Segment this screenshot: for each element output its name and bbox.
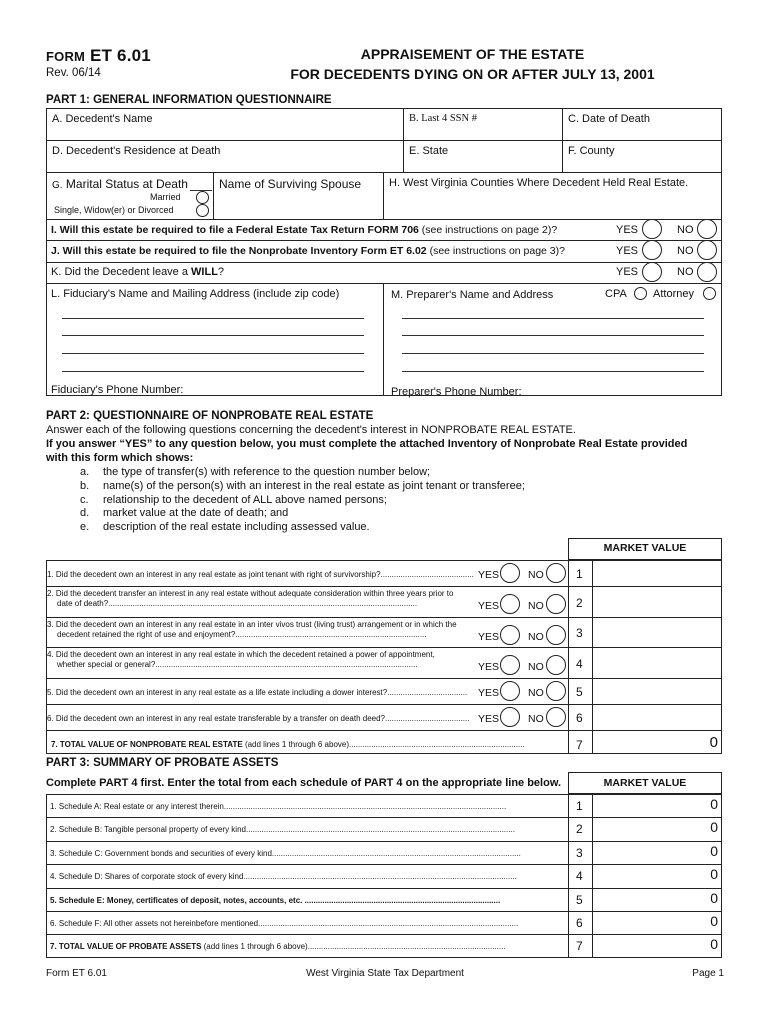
list-letter: b. bbox=[80, 479, 90, 492]
surviving-spouse-label: Name of Surviving Spouse bbox=[219, 177, 362, 191]
preparer-label: M. Preparer's Name and Address bbox=[391, 289, 554, 301]
list-item: market value at the date of death; and bbox=[103, 507, 289, 520]
preparer-line-4[interactable] bbox=[402, 371, 704, 372]
list-item: the type of transfer(s) with reference to the question number below; bbox=[103, 466, 431, 478]
p2-total-rest: (add lines 1 through 6 above)............................................................................... bbox=[242, 740, 525, 749]
line-number: 3 bbox=[576, 626, 583, 640]
ssn-label: B. Last 4 SSN # bbox=[409, 113, 477, 124]
question-j-rest: (see instructions on page 3)? bbox=[426, 245, 565, 257]
yes-label: YES bbox=[478, 600, 500, 612]
table-row: 5. Schedule E: Money, certificates of deposit, notes, accounts, etc. ........................................................................................ bbox=[50, 895, 501, 905]
yes-label: YES bbox=[478, 687, 500, 699]
k-no-label: NO bbox=[677, 266, 694, 278]
yes-radio[interactable] bbox=[500, 707, 520, 727]
preparer-line-1[interactable] bbox=[402, 318, 704, 319]
line-number: 4 bbox=[576, 869, 583, 884]
no-radio[interactable] bbox=[546, 655, 566, 675]
divider bbox=[46, 172, 722, 173]
divider bbox=[46, 140, 722, 141]
row-divider bbox=[46, 911, 722, 912]
question-i-rest: (see instructions on page 2)? bbox=[418, 224, 558, 236]
state-label: E. State bbox=[409, 145, 449, 157]
question-j bbox=[51, 245, 565, 257]
county-label: F. County bbox=[568, 145, 615, 157]
p3-total-label: 7. TOTAL VALUE OF PROBATE ASSETS bbox=[50, 942, 202, 952]
market-value-field[interactable]: 0 bbox=[710, 936, 718, 953]
yes-radio[interactable] bbox=[500, 563, 520, 583]
title-line-1: APPRAISEMENT OF THE ESTATE bbox=[360, 46, 585, 62]
no-radio[interactable] bbox=[546, 625, 566, 645]
table-row: 3. Schedule C: Government bonds and securities of every kind................................................................................................................ bbox=[50, 848, 521, 858]
g-prefix: G. bbox=[52, 180, 63, 191]
table-row bbox=[47, 714, 477, 724]
divider bbox=[46, 262, 722, 263]
line-number: 2 bbox=[576, 822, 583, 837]
part2-heading: PART 2: QUESTIONNAIRE OF NONPROBATE REAL ESTATE bbox=[46, 410, 374, 422]
market-value-field[interactable]: 0 bbox=[710, 913, 718, 929]
yes-label: YES bbox=[478, 661, 500, 673]
market-value-field[interactable]: 0 bbox=[710, 842, 718, 859]
line-number: 1 bbox=[576, 799, 583, 813]
table-row: 4. Schedule D: Shares of corporate stock of every kind........................................................................................................................... bbox=[50, 872, 517, 882]
cpa-radio[interactable] bbox=[634, 287, 647, 300]
question-text-cont: decedent retained the right of use and enjoyment?...................................................................................... bbox=[57, 630, 427, 639]
list-letter: c. bbox=[80, 493, 89, 506]
p3-total-rest: (add lines 1 through 6 above)......................................................................................... bbox=[201, 942, 506, 952]
question-text: 3. Did the decedent own an interest in any real estate in an inter vivos trust (living trust) arrangement or in which the bbox=[47, 620, 457, 629]
no-label: NO bbox=[528, 600, 544, 612]
line-number: 5 bbox=[576, 685, 583, 699]
preparer-line-3[interactable] bbox=[402, 353, 704, 354]
market-value-field[interactable]: 0 bbox=[710, 796, 718, 812]
market-value-field[interactable]: 0 bbox=[710, 819, 718, 836]
row-divider bbox=[46, 647, 722, 648]
question-j-bold: J. Will this estate be required to file the Nonprobate Inventory Form ET 6.02 bbox=[51, 245, 427, 257]
fiduciary-label: L. Fiduciary's Name and Mailing Address (include zip code) bbox=[51, 288, 340, 300]
no-label: NO bbox=[528, 631, 544, 643]
preparer-line-2[interactable] bbox=[402, 335, 704, 336]
line-number: 5 bbox=[576, 892, 583, 907]
question-text: 2. Did the decedent transfer an interest in any real estate without adequate consideration within three years prior to bbox=[47, 589, 454, 598]
table-row bbox=[47, 688, 477, 698]
k-yes-label: YES bbox=[616, 266, 639, 278]
row-divider bbox=[46, 817, 722, 818]
table-row: 1. Schedule A: Real estate or any interest therein............................................................................................................................... bbox=[50, 802, 507, 811]
yes-label: YES bbox=[478, 713, 500, 725]
residence-label: D. Decedent's Residence at Death bbox=[52, 145, 221, 157]
footer-form-number: Form ET 6.01 bbox=[46, 968, 107, 979]
line-number: 7 bbox=[576, 939, 583, 954]
i-yes-radio[interactable] bbox=[642, 219, 662, 239]
no-radio[interactable] bbox=[546, 594, 566, 614]
no-label: NO bbox=[528, 687, 544, 699]
list-letter: e. bbox=[80, 521, 90, 534]
yes-radio[interactable] bbox=[500, 594, 520, 614]
line-number: 1 bbox=[576, 567, 583, 581]
line-number: 4 bbox=[576, 657, 583, 671]
list-item: name(s) of the person(s) with an interest in the real estate as joint tenant or transferee; bbox=[103, 479, 525, 492]
single-label: Single, Widow(er) or Divorced bbox=[54, 205, 174, 215]
market-value-field[interactable]: 0 bbox=[710, 866, 718, 883]
p2-total-num: 7 bbox=[576, 738, 583, 752]
form-number-text: ET 6.01 bbox=[90, 46, 151, 65]
table-row: 2. Schedule B: Tangible personal property of every kind......................................................................................................................... bbox=[50, 825, 515, 835]
question-text: 5. Did the decedent own an interest in any real estate as a life estate including a dower interest?.................................... bbox=[47, 688, 468, 697]
table-row bbox=[47, 570, 477, 580]
question-i bbox=[51, 224, 557, 236]
list-item: description of the real estate including assessed value. bbox=[103, 521, 370, 534]
revision-date: Rev. 06/14 bbox=[46, 67, 101, 79]
cpa-label: CPA bbox=[605, 288, 627, 300]
row-divider bbox=[46, 864, 722, 865]
p2-total-label: 7. TOTAL VALUE OF NONPROBATE REAL ESTATE bbox=[51, 740, 243, 749]
preparer-phone-label: Preparer's Phone Number: bbox=[391, 386, 522, 398]
form-number bbox=[46, 46, 151, 66]
line-number: 6 bbox=[576, 711, 583, 725]
page-title bbox=[221, 44, 724, 84]
g-label: Marital Status at Death bbox=[65, 177, 188, 191]
k-yes-radio[interactable] bbox=[642, 262, 662, 282]
form-header bbox=[46, 42, 724, 92]
yes-radio[interactable] bbox=[500, 681, 520, 701]
footer-page: Page 1 bbox=[692, 968, 724, 979]
no-label: NO bbox=[528, 713, 544, 725]
fiduciary-line-4[interactable] bbox=[62, 371, 364, 372]
j-yes-radio[interactable] bbox=[642, 240, 662, 260]
no-radio[interactable] bbox=[546, 681, 566, 701]
part3-instruction: Complete PART 4 first. Enter the total from each schedule of PART 4 on the appropriate line below. bbox=[46, 777, 562, 789]
divider bbox=[568, 560, 569, 754]
divider bbox=[46, 219, 722, 220]
p2-total-row bbox=[47, 740, 567, 750]
row-divider bbox=[46, 730, 722, 731]
j-yes-label: YES bbox=[616, 245, 639, 257]
no-radio[interactable] bbox=[546, 563, 566, 583]
row-divider bbox=[46, 888, 722, 889]
fiduciary-line-3[interactable] bbox=[62, 353, 364, 354]
divider bbox=[213, 172, 214, 219]
part2-bold-line-2: with this form which shows: bbox=[46, 452, 194, 464]
no-radio[interactable] bbox=[546, 707, 566, 727]
divider bbox=[383, 283, 384, 396]
question-text-cont: whether special or general?...................................................................................................................... bbox=[57, 660, 418, 669]
j-no-radio[interactable] bbox=[697, 240, 717, 260]
question-k bbox=[51, 266, 224, 278]
footer-agency: West Virginia State Tax Department bbox=[306, 968, 464, 979]
wv-counties-label: H. West Virginia Counties Where Decedent Held Real Estate. bbox=[389, 177, 689, 189]
part3-heading: PART 3: SUMMARY OF PROBATE ASSETS bbox=[46, 757, 279, 769]
i-yes-label: YES bbox=[616, 224, 639, 236]
k-text-b: ? bbox=[217, 266, 225, 278]
single-radio[interactable] bbox=[196, 204, 209, 217]
row-divider bbox=[46, 586, 722, 587]
table-row bbox=[47, 650, 477, 670]
divider bbox=[592, 560, 593, 754]
yes-label: YES bbox=[478, 569, 500, 581]
yes-radio[interactable] bbox=[500, 625, 520, 645]
title-line-2: FOR DECEDENTS DYING ON OR AFTER JULY 13, 2001 bbox=[290, 66, 655, 82]
row-divider bbox=[46, 617, 722, 618]
divider bbox=[403, 108, 404, 172]
row-divider bbox=[46, 704, 722, 705]
question-text: 1. Did the decedent own an interest in any real estate as joint tenant with right of survivorship?.......................................... bbox=[47, 570, 474, 579]
j-no-label: NO bbox=[677, 245, 694, 257]
divider bbox=[568, 794, 569, 958]
i-no-label: NO bbox=[677, 224, 694, 236]
table-row bbox=[47, 620, 477, 640]
list-letter: a. bbox=[80, 466, 90, 478]
question-i-bold: I. Will this estate be required to file a Federal Estate Tax Return FORM 706 bbox=[51, 224, 419, 236]
p2-total-value[interactable]: 0 bbox=[709, 734, 718, 751]
table-row: 6. Schedule F: All other assets not hereinbefore mentioned..................................................................................................................... bbox=[50, 919, 519, 928]
list-letter: d. bbox=[80, 507, 90, 520]
no-label: NO bbox=[528, 569, 544, 581]
married-label: Married bbox=[150, 192, 181, 202]
marital-status-label bbox=[52, 177, 188, 191]
line-number: 6 bbox=[576, 916, 583, 930]
fiduciary-line-1[interactable] bbox=[62, 318, 364, 319]
fiduciary-line-2[interactable] bbox=[62, 335, 364, 336]
line-number: 2 bbox=[576, 596, 583, 610]
divider bbox=[46, 283, 722, 284]
part1-heading: PART 1: GENERAL INFORMATION QUESTIONNAIRE bbox=[46, 94, 332, 106]
divider bbox=[383, 172, 384, 219]
form-word: FORM bbox=[46, 49, 86, 64]
married-radio[interactable] bbox=[196, 191, 209, 204]
row-divider bbox=[46, 841, 722, 842]
divider bbox=[46, 240, 722, 241]
question-text: 4. Did the decedent own an interest in any real estate in which the decedent retained a power of appointment, bbox=[47, 650, 435, 659]
k-will: WILL bbox=[191, 266, 218, 278]
question-text-cont: date of death?........................................................................................................................................... bbox=[57, 599, 418, 608]
market-value-field[interactable]: 0 bbox=[710, 889, 718, 906]
p3-total-row bbox=[47, 942, 565, 952]
yes-label: YES bbox=[478, 631, 500, 643]
k-no-radio[interactable] bbox=[697, 262, 717, 282]
table-row bbox=[47, 589, 477, 609]
decedent-name-label: A. Decedent's Name bbox=[52, 113, 153, 125]
attorney-label: Attorney bbox=[653, 288, 694, 300]
date-of-death-label: C. Date of Death bbox=[568, 113, 650, 125]
line-number: 3 bbox=[576, 845, 583, 860]
divider bbox=[562, 108, 563, 172]
k-text-a: K. Did the Decedent leave a bbox=[51, 266, 192, 278]
no-label: NO bbox=[528, 661, 544, 673]
row-divider bbox=[46, 934, 722, 935]
i-no-radio[interactable] bbox=[697, 219, 717, 239]
p2-market-value-header: MARKET VALUE bbox=[603, 542, 687, 554]
yes-radio[interactable] bbox=[500, 655, 520, 675]
part2-intro: Answer each of the following questions concerning the decedent's interest in NONPROBATE REAL ESTATE. bbox=[46, 424, 576, 436]
fiduciary-phone-label: Fiduciary's Phone Number: bbox=[51, 384, 184, 396]
part2-bold-line-1: If you answer “YES” to any question below, you must complete the attached Inventory of Nonprobate Real Estate provided bbox=[46, 438, 688, 450]
list-item: relationship to the decedent of ALL above named persons; bbox=[103, 493, 387, 506]
row-divider bbox=[46, 678, 722, 679]
attorney-radio[interactable] bbox=[703, 287, 716, 300]
p3-market-value-header: MARKET VALUE bbox=[603, 777, 687, 789]
question-text: 6. Did the decedent own an interest in any real estate transferable by a transfer on death deed?...................................... bbox=[47, 714, 470, 723]
divider bbox=[592, 794, 593, 958]
